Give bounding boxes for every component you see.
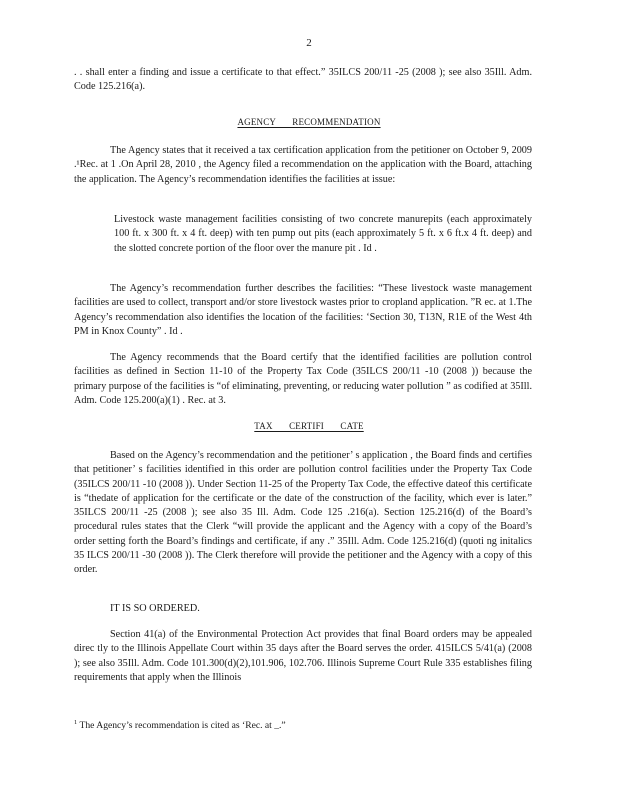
footnote-text: The Agency’s recommendation is cited as ‘Rec. at _.” [79,720,286,732]
so-ordered: IT IS SO ORDERED. [110,603,200,614]
heading-agency-recommendation [0,117,618,127]
paragraph-agency-states: The Agency states that it received a tax certification application from the petitioner on October 9, 2009 .¹Rec. at 1 .On April 28, 2010 , the Agency filed a recommendation on the application with the Board, attaching the application. The Agency’s recommendation identifies the facilities at issue: [74,145,532,185]
heading-tax-certificate-text: TAX CERTIFI CATE [254,421,364,431]
heading-agency-recommendation-text: AGENCY RECOMMENDATION [237,117,381,127]
footnote [74,716,532,732]
page-number: 2 [306,37,312,49]
paragraph-facility-description: The Agency’s recommendation further describes the facilities: “These livestock waste management facilities are used to collect, transport and/or store livestock wastes prior to cropland application. ”R ec. at 1.The Agency’s recommendation also identifies the location of the facilities: ‘Section 30, T13N, R1E of the West 4th PM in Knox County” . Id . [74,283,532,337]
block-quote-facilities: Livestock waste management facilities consisting of two concrete manurepits (each approximately 100 ft. x 300 ft. x 4 ft. deep) with ten pump out pits (each approximately 5 ft. x 6 ft.x 4 ft. deep) and the slotted concrete portion of the floor over the manure pit . Id . [114,214,532,254]
paragraph-appeal-rights: Section 41(a) of the Environmental Protection Act provides that final Board orders may be appealed direc tly to the Illinois Appellate Court within 35 days after the Board serves the order. 415ILCS 5/41(a) (2008 ); see also 35Ill. Adm. Code 101.300(d)(2),101.906, 102.706. Illinois Supreme Court Rule 335 establishes filing requirements that apply when the Illinois [74,629,532,683]
heading-tax-certificate [0,421,618,431]
paragraph-board-finds: Based on the Agency’s recommendation and the petitioner’ s application , the Board finds and certifies that petitioner’ s facilities identified in this order are pollution control facilities under the Property Tax Code (35ILCS 200/11 -10 (2008 )). Under Section 11-25 of the Property Tax Code, the effective dateof this certificate is “thedate of application for the certificate or the date of the construction of the facility, which ever is later.” 35ILCS 200/11 -25 (2008 ); see also 35 Ill. Adm. Code 125 .216(a). Section 125.216(d) of the Board’s procedural rules states that the Clerk “will provide the applicant and the Agency with a copy of the Board’s order setting forth the Board’s findings and certificate, if any .” 35Ill. Adm. Code 125.216(d) (quoti ng initalics 35 ILCS 200/11 -30 (2008 )). The Clerk therefore will provide the petitioner and the Agency with a copy of this order. [74,450,532,576]
paragraph-continuation: . . shall enter a finding and issue a certificate to that effect.” 35ILCS 200/11 -25 (2008 ); see also 35Ill. Adm. Code 125.216(a). [74,67,532,93]
paragraph-agency-recommends: The Agency recommends that the Board certify that the identified facilities are pollution control facilities as defined in Section 11-10 of the Property Tax Code (35ILCS 200/11 -10 (2008 )) because the primary purpose of the facilities is “of eliminating, preventing, or reducing water pollution ” as codified at 35Ill. Adm. Code 125.200(a)(1) . Rec. at 3. [74,352,532,406]
footnote-marker: 1 [74,719,78,726]
